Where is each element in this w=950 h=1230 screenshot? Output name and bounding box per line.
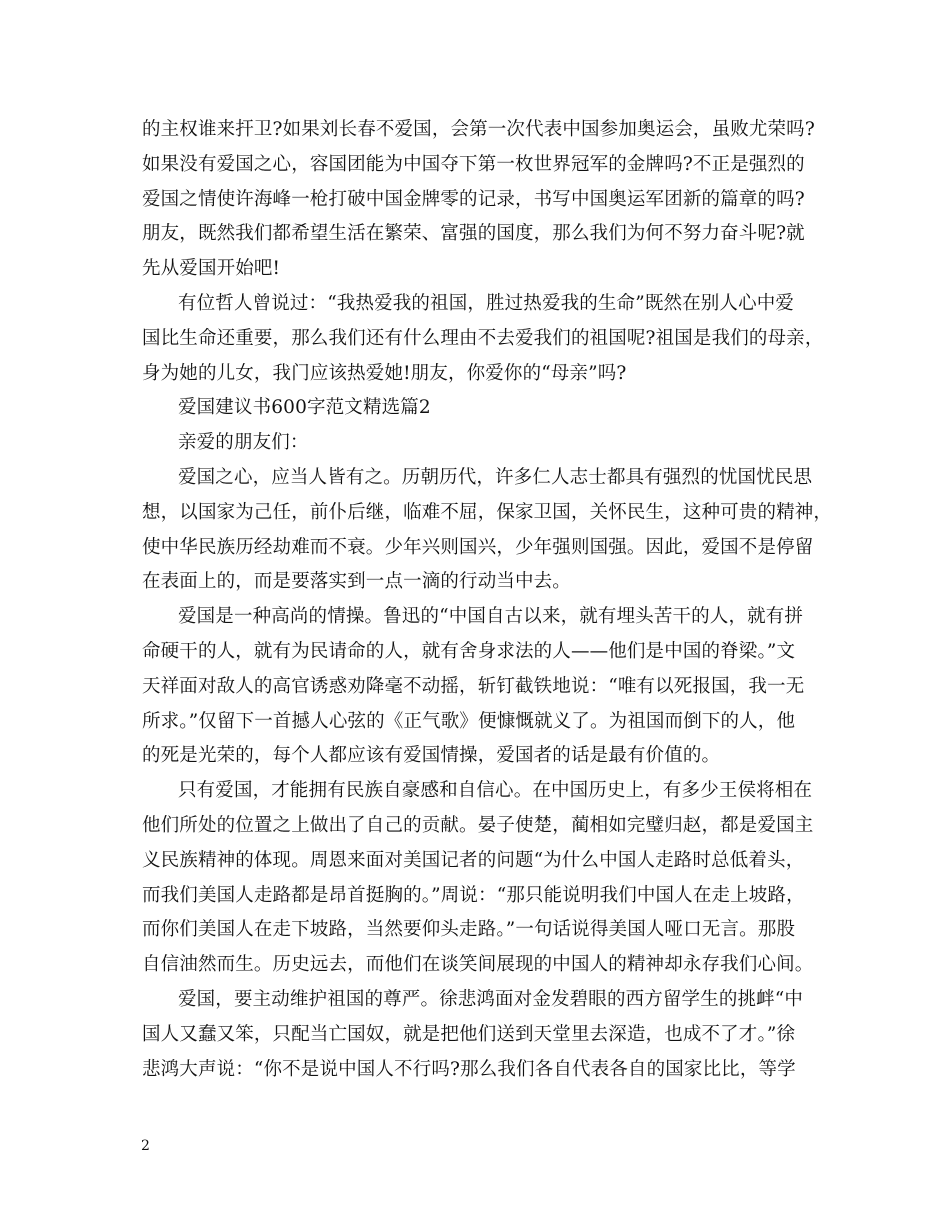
text-line: 自信油然而生。历史远去，而他们在谈笑间展现的中国人的精神却永存我们心间。 <box>142 954 814 976</box>
paragraph <box>142 983 810 1087</box>
paragraph <box>142 461 833 600</box>
paragraph <box>142 600 810 774</box>
text-line: 爱国建议书600字范文精选篇2 <box>178 397 431 419</box>
text-line: 命硬干的人，就有为民请命的人，就有舍身求法的人——他们是中国的脊梁。”文 <box>142 640 796 662</box>
text-line: 在表面上的，而是要落实到一点一滴的行动当中去。 <box>142 571 571 593</box>
paragraph <box>142 426 810 461</box>
text-line: 而你们美国人在走下坡路，当然要仰头走路。”一句话说得美国人哑口无言。那股 <box>142 919 796 941</box>
paragraph <box>142 287 824 391</box>
text-line: 朋友，既然我们都希望生活在繁荣、富强的国度，那么我们为何不努力奋斗呢?就 <box>142 223 805 245</box>
text-line: 国比生命还重要，那么我们还有什么理由不去爱我们的祖国呢?祖国是我们的母亲， <box>142 327 824 349</box>
text-line: 他们所处的位置之上做出了自己的贡献。晏子使楚，蔺相如完璧归赵，都是爱国主 <box>142 814 814 836</box>
text-line: 爱国是一种高尚的情操。鲁迅的“中国自古以来，就有埋头苦干的人，就有拼 <box>178 606 804 628</box>
text-line: 爱国之情使许海峰一枪打破中国金牌零的记录，书写中国奥运军团新的篇章的吗? <box>142 188 805 210</box>
text-line: 先从爱国开始吧! <box>142 258 281 280</box>
text-line: 所求。”仅留下一首撼人心弦的《正气歌》便慷慨就义了。为祖国而倒下的人，他 <box>142 710 796 732</box>
page-number: 2 <box>141 1138 150 1154</box>
text-line: 而我们美国人走路都是昂首挺胸的。”周说：“那只能说明我们中国人在走上坡路， <box>142 884 805 906</box>
text-line: 身为她的儿女，我门应该热爱她!朋友，你爱你的“母亲”吗? <box>142 362 627 384</box>
text-line: 爱国之心，应当人皆有之。历朝历代，许多仁人志士都具有强烈的忧国忧民思 <box>178 466 813 488</box>
text-line: 亲爱的朋友们： <box>178 432 309 454</box>
body-text <box>142 113 833 1087</box>
text-line: 国人又蠢又笨，只配当亡国奴，就是把他们送到天堂里去深造，也成不了才。”徐 <box>142 1023 796 1045</box>
text-line: 义民族精神的体现。周恩来面对美国记者的问题“为什么中国人走路时总低着头， <box>142 849 805 871</box>
text-line: 的死是光荣的，每个人都应该有爱国情操，爱国者的话是最有价值的。 <box>142 745 721 767</box>
paragraph <box>142 113 815 287</box>
text-line: 有位哲人曾说过：“我热爱我的祖国，胜过热爱我的生命”既然在别人心中爱 <box>178 292 795 314</box>
paragraph <box>142 391 810 426</box>
text-line: 只有爱国，才能拥有民族自豪感和自信心。在中国历史上，有多少王侯将相在 <box>178 780 813 802</box>
text-line: 悲鸿大声说：“你不是说中国人不行吗?那么我们各自代表各自的国家比比，等学 <box>142 1058 796 1080</box>
paragraph <box>142 774 814 983</box>
text-line: 的主权谁来扞卫?如果刘长春不爱国，会第一次代表中国参加奥运会，虽败尤荣吗? <box>142 119 815 140</box>
text-line: 想，以国家为己任，前仆后继，临难不屈，保家卫国，关怀民生，这种可贵的精神， <box>142 501 833 523</box>
text-line: 如果没有爱国之心，容国团能为中国夺下第一枚世界冠军的金牌吗?不正是强烈的 <box>142 153 805 175</box>
text-line: 天祥面对敌人的高官诱惑劝降毫不动摇，斩钉截铁地说：“唯有以死报国，我一无 <box>142 675 805 697</box>
text-line: 爱国，要主动维护祖国的尊严。徐悲鸿面对金发碧眼的西方留学生的挑衅“中 <box>178 988 804 1010</box>
text-line: 使中华民族历经劫难而不衰。少年兴则国兴，少年强则国强。因此，爱国不是停留 <box>142 536 814 558</box>
